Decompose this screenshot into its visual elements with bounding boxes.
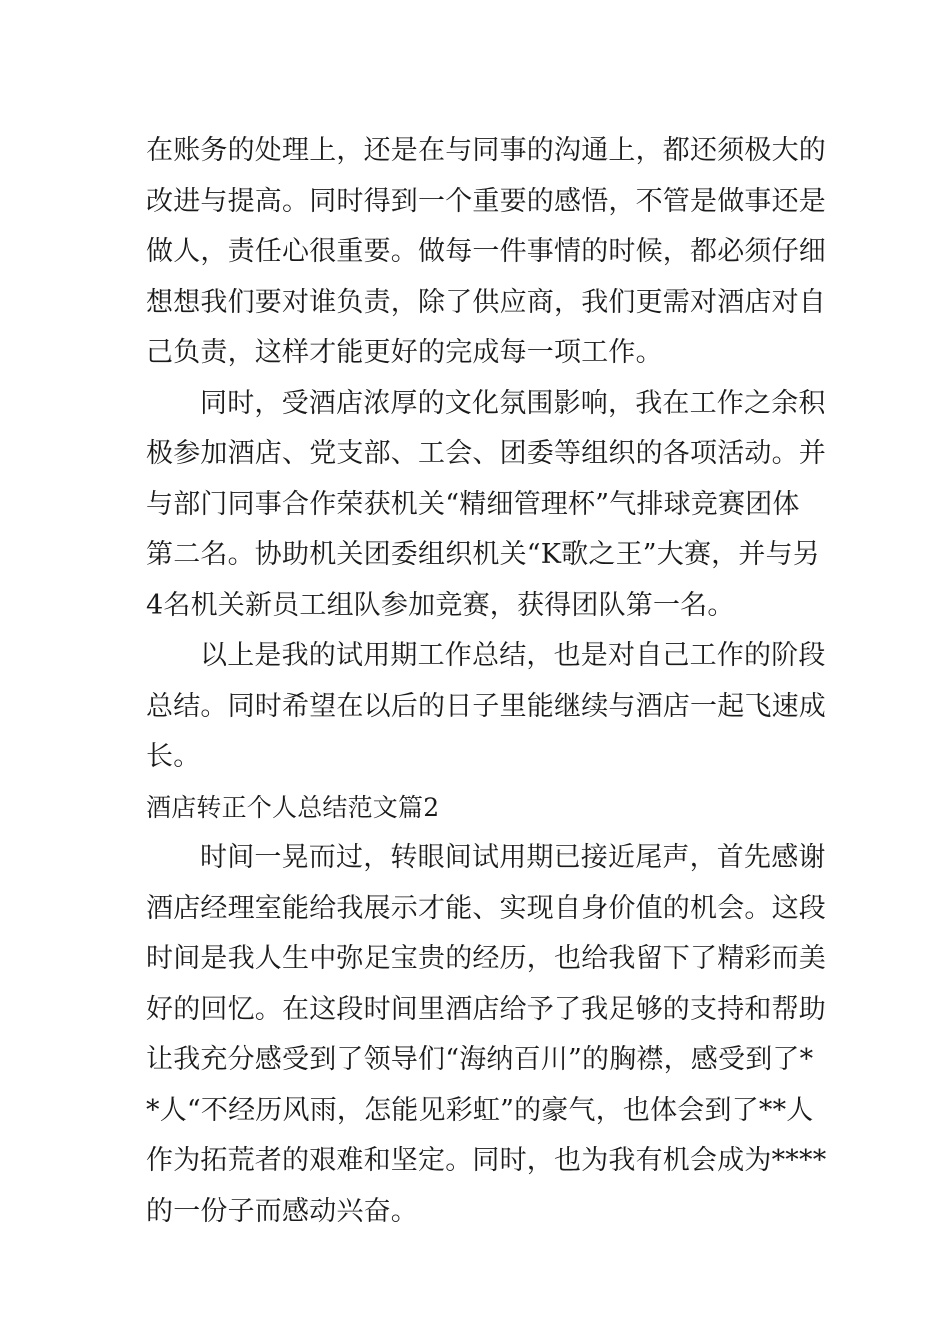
- paragraph-line: 让我充分感受到了领导们“海纳百川”的胸襟，感受到了*: [146, 1044, 814, 1075]
- paragraph-line: 想想我们要对谁负责，除了供应商，我们更需对酒店对自: [146, 286, 826, 318]
- document-body: [146, 126, 827, 1237]
- paragraph-line: 以上是我的试用期工作总结，也是对自己工作的阶段: [200, 640, 826, 671]
- paragraph-line: 酒店经理室能给我展示才能、实现自身价值的机会。这段: [146, 892, 826, 924]
- paragraph-line: 时间一晃而过，转眼间试用期已接近尾声，首先感谢: [200, 842, 826, 873]
- paragraph-line: 第二名。协助机关团委组织机关“K歌之王”大赛，并与另: [146, 539, 820, 570]
- paragraph-line: 总结。同时希望在以后的日子里能继续与酒店一起飞速成: [146, 690, 826, 722]
- paragraph-line: 4名机关新员工组队参加竞赛，获得团队第一名。: [146, 589, 735, 621]
- paragraph-line: 做人，责任心很重要。做每一件事情的时候，都必须仔细: [146, 236, 826, 267]
- paragraph-line: 改进与提高。同时得到一个重要的感悟，不管是做事还是: [146, 185, 826, 217]
- paragraph-line: 己负责，这样才能更好的完成每一项工作。: [146, 337, 663, 368]
- paragraph-line: *人“不经历风雨，怎能见彩虹”的豪气，也体会到了**人: [146, 1094, 814, 1126]
- paragraph-line: 时间是我人生中弥足宝贵的经历，也给我留下了精彩而美: [146, 943, 826, 974]
- paragraph-line: 好的回忆。在这段时间里酒店给予了我足够的支持和帮助: [146, 993, 826, 1025]
- paragraph-line: 同时，受酒店浓厚的文化氛围影响，我在工作之余积: [200, 387, 826, 419]
- paragraph-line: 在账务的处理上，还是在与同事的沟通上，都还须极大的: [146, 135, 826, 166]
- paragraph-line: 长。: [146, 741, 201, 772]
- paragraph-line: 极参加酒店、党支部、工会、团委等组织的各项活动。并: [146, 438, 826, 469]
- paragraph-line: 的一份子而感动兴奋。: [146, 1195, 418, 1227]
- section-heading: 酒店转正个人总结范文篇2: [146, 792, 440, 822]
- paragraph-line: 与部门同事合作荣获机关“精细管理杯”气排球竞赛团体: [146, 488, 800, 520]
- paragraph-line: 作为拓荒者的艰难和坚定。同时，也为我有机会成为****: [146, 1145, 827, 1176]
